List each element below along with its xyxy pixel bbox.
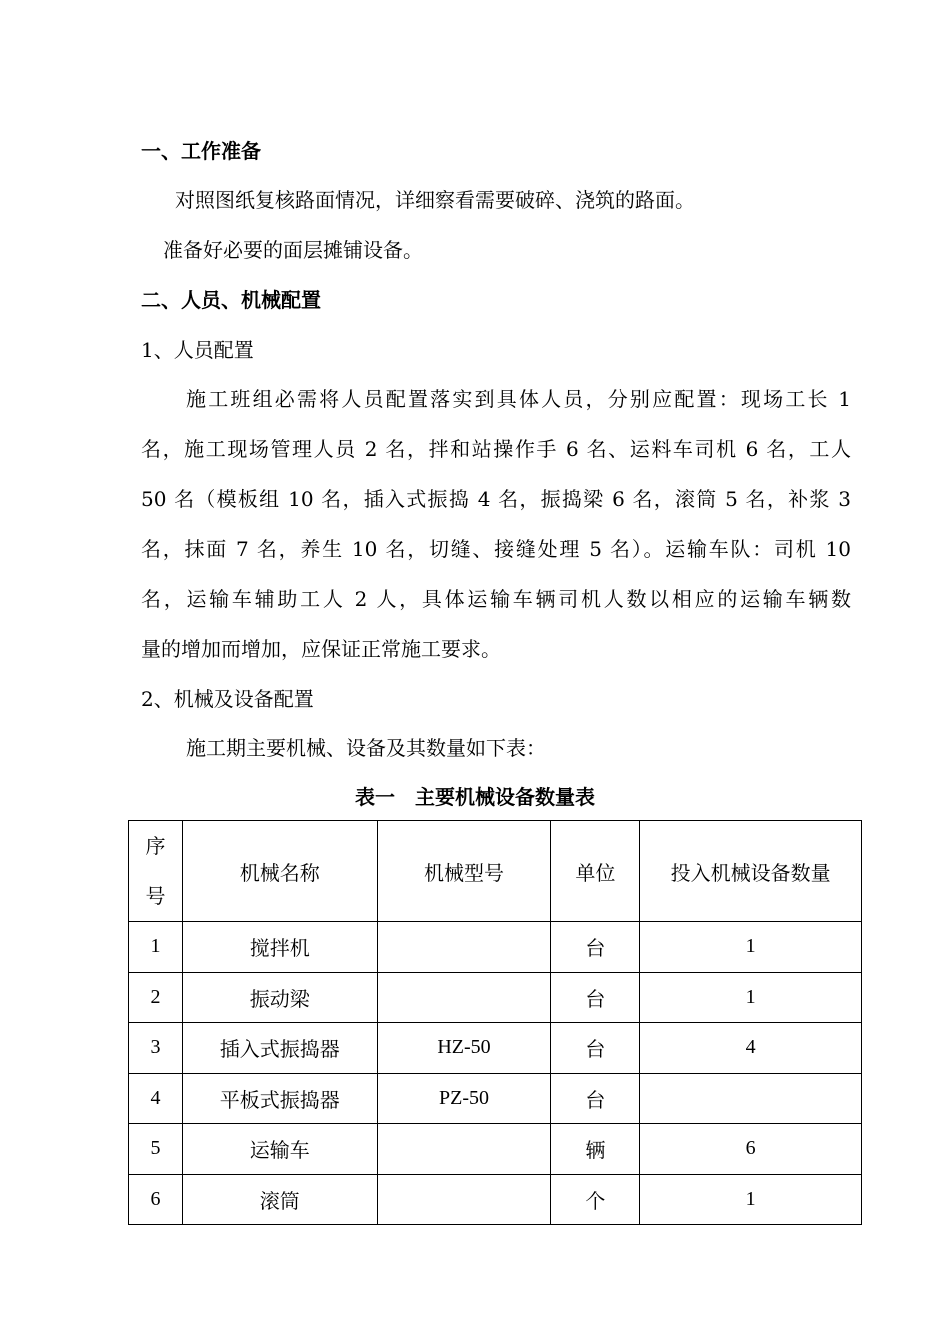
header-seq <box>129 821 183 922</box>
header-unit: 单位 <box>551 821 640 922</box>
cell-unit: 台 <box>551 972 640 1023</box>
cell-name: 平板式振捣器 <box>182 1073 377 1124</box>
personnel-paragraph-line-5: 名，运输车辅助工人 2 人，具体运输车辆司机人数以相应的运输车辆数 <box>141 587 851 611</box>
cell-name: 插入式振捣器 <box>182 1023 377 1074</box>
cell-model <box>377 1124 551 1175</box>
table-row <box>129 972 862 1023</box>
section-1-title: 一、工作准备 <box>141 139 261 163</box>
header-model: 机械型号 <box>377 821 551 922</box>
section-2-title: 二、人员、机械配置 <box>141 288 321 312</box>
personnel-paragraph-line-4: 名，抹面 7 名，养生 10 名，切缝、接缝处理 5 名）。运输车队：司机 10 <box>141 537 851 561</box>
cell-name: 搅拌机 <box>182 922 377 973</box>
cell-model <box>377 922 551 973</box>
equipment-table <box>128 820 862 1225</box>
section-2-paragraph-3: 施工期主要机械、设备及其数量如下表： <box>186 736 546 760</box>
cell-unit: 台 <box>551 1023 640 1074</box>
table-row <box>129 1023 862 1074</box>
table-header-row <box>129 821 862 922</box>
cell-model: HZ-50 <box>377 1023 551 1074</box>
table-row <box>129 1073 862 1124</box>
cell-qty: 1 <box>640 922 862 973</box>
personnel-paragraph-line-2: 名，施工现场管理人员 2 名，拌和站操作手 6 名、运料车司机 6 名，工人 <box>141 437 851 461</box>
cell-seq: 2 <box>129 972 183 1023</box>
cell-name: 滚筒 <box>182 1174 377 1225</box>
cell-qty: 1 <box>640 1174 862 1225</box>
cell-unit: 台 <box>551 1073 640 1124</box>
header-seq-top: 序 <box>145 834 166 858</box>
cell-seq: 1 <box>129 922 183 973</box>
personnel-paragraph-line-1: 施工班组必需将人员配置落实到具体人员，分别应配置：现场工长 1 <box>186 387 851 411</box>
section-1-paragraph-1: 对照图纸复核路面情况，详细察看需要破碎、浇筑的路面。 <box>175 188 695 212</box>
cell-unit: 个 <box>551 1174 640 1225</box>
table-row <box>129 1124 862 1175</box>
cell-qty <box>640 1073 862 1124</box>
cell-model: PZ-50 <box>377 1073 551 1124</box>
table-caption: 表一 主要机械设备数量表 <box>355 785 595 809</box>
cell-unit: 台 <box>551 922 640 973</box>
cell-model <box>377 972 551 1023</box>
header-name: 机械名称 <box>182 821 377 922</box>
section-1-paragraph-2: 准备好必要的面层摊铺设备。 <box>163 238 423 262</box>
personnel-paragraph-line-3: 50 名（模板组 10 名，插入式振捣 4 名，振捣梁 6 名，滚筒 5 名，补浆 3 <box>141 487 851 511</box>
table-row <box>129 922 862 973</box>
cell-seq: 4 <box>129 1073 183 1124</box>
section-2-subheading-2: 2、机械及设备配置 <box>141 687 314 711</box>
cell-seq: 3 <box>129 1023 183 1074</box>
header-qty: 投入机械设备数量 <box>640 821 862 922</box>
header-seq-bottom: 号 <box>145 884 166 908</box>
table-row <box>129 1174 862 1225</box>
cell-name: 运输车 <box>182 1124 377 1175</box>
cell-name: 振动梁 <box>182 972 377 1023</box>
cell-unit: 辆 <box>551 1124 640 1175</box>
cell-seq: 6 <box>129 1174 183 1225</box>
cell-seq: 5 <box>129 1124 183 1175</box>
section-2-subheading-1: 1、人员配置 <box>141 338 254 362</box>
personnel-paragraph-line-6: 量的增加而增加，应保证正常施工要求。 <box>141 637 501 661</box>
cell-qty: 4 <box>640 1023 862 1074</box>
cell-qty: 1 <box>640 972 862 1023</box>
cell-qty: 6 <box>640 1124 862 1175</box>
cell-model <box>377 1174 551 1225</box>
